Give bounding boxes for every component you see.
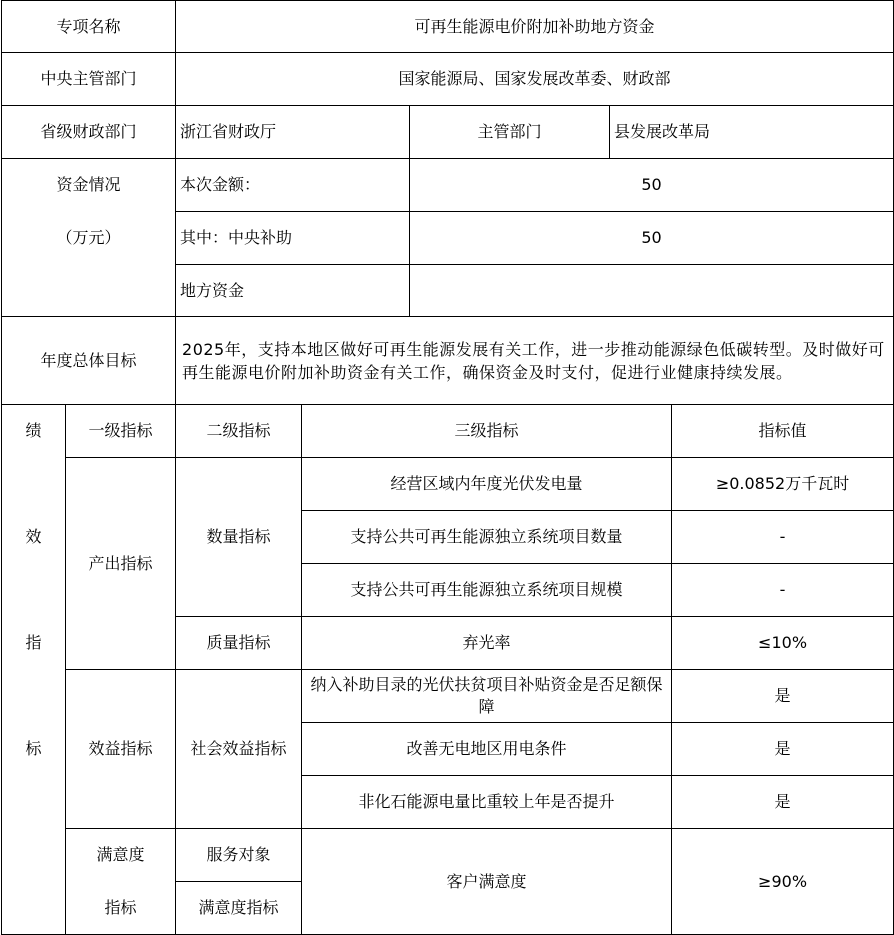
item-name: 客户满意度 [302, 829, 672, 935]
side-char-2: 效 [2, 511, 66, 564]
side-blank [2, 882, 66, 935]
central-dept-label: 中央主管部门 [2, 53, 176, 106]
annual-goal-value: 2025年，支持本地区做好可再生能源发展有关工作，进一步推动能源绿色低碳转型。及时做好可再生能源电价附加补助资金有关工作，确保资金及时支付，促进行业健康持续发展。 [176, 317, 894, 405]
satisfaction-indicator-line2: 指标 [66, 882, 176, 935]
item-name: 支持公共可再生能源独立系统项目数量 [302, 511, 672, 564]
item-value: ≥90% [672, 829, 894, 935]
side-char-4: 标 [2, 723, 66, 776]
prov-finance-label: 省级财政部门 [2, 106, 176, 159]
this-amount-value: 50 [410, 159, 894, 212]
social-benefit-indicator: 社会效益指标 [176, 670, 302, 829]
item-name: 非化石能源电量比重较上年是否提升 [302, 776, 672, 829]
local-funds-label: 地方资金 [176, 265, 410, 317]
item-name: 改善无电地区用电条件 [302, 723, 672, 776]
competent-dept-value: 县发展改革局 [610, 106, 894, 159]
project-name-label: 专项名称 [2, 1, 176, 53]
quantity-indicator: 数量指标 [176, 458, 302, 617]
item-value: - [672, 511, 894, 564]
this-amount-label: 本次金额： [176, 159, 410, 212]
item-name: 弃光率 [302, 617, 672, 670]
central-dept-value: 国家能源局、国家发展改革委、财政部 [176, 53, 894, 106]
item-value: 是 [672, 723, 894, 776]
project-name-value: 可再生能源电价附加补助地方资金 [176, 1, 894, 53]
side-char-1: 绩 [2, 405, 66, 458]
competent-dept-label: 主管部门 [410, 106, 610, 159]
funds-label-line2: （万元） [2, 212, 176, 265]
item-name: 支持公共可再生能源独立系统项目规模 [302, 564, 672, 617]
item-value: ≥0.0852万千瓦时 [672, 458, 894, 511]
central-subsidy-label: 其中：中央补助 [176, 212, 410, 265]
side-blank [2, 458, 66, 511]
benefit-indicator: 效益指标 [66, 670, 176, 829]
header-value: 指标值 [672, 405, 894, 458]
satisfaction-indicator-line1: 满意度 [66, 829, 176, 882]
side-blank [2, 776, 66, 829]
item-value: ≤10% [672, 617, 894, 670]
side-char-3: 指 [2, 617, 66, 670]
annual-goal-label: 年度总体目标 [2, 317, 176, 405]
item-name: 纳入补助目录的光伏扶贫项目补贴资金是否足额保障 [302, 670, 672, 723]
output-indicator: 产出指标 [66, 458, 176, 670]
funds-label-line1: 资金情况 [2, 159, 176, 212]
header-level3: 三级指标 [302, 405, 672, 458]
satisfaction-level2: 满意度指标 [176, 882, 302, 935]
header-level2: 二级指标 [176, 405, 302, 458]
performance-target-table [1, 0, 894, 935]
service-target: 服务对象 [176, 829, 302, 882]
central-subsidy-value: 50 [410, 212, 894, 265]
prov-finance-value: 浙江省财政厅 [176, 106, 410, 159]
side-blank [2, 670, 66, 723]
side-blank [2, 564, 66, 617]
item-value: 是 [672, 670, 894, 723]
side-blank [2, 829, 66, 882]
funds-label-blank [2, 265, 176, 317]
local-funds-value [410, 265, 894, 317]
quality-indicator: 质量指标 [176, 617, 302, 670]
item-value: 是 [672, 776, 894, 829]
item-value: - [672, 564, 894, 617]
header-level1: 一级指标 [66, 405, 176, 458]
item-name: 经营区域内年度光伏发电量 [302, 458, 672, 511]
